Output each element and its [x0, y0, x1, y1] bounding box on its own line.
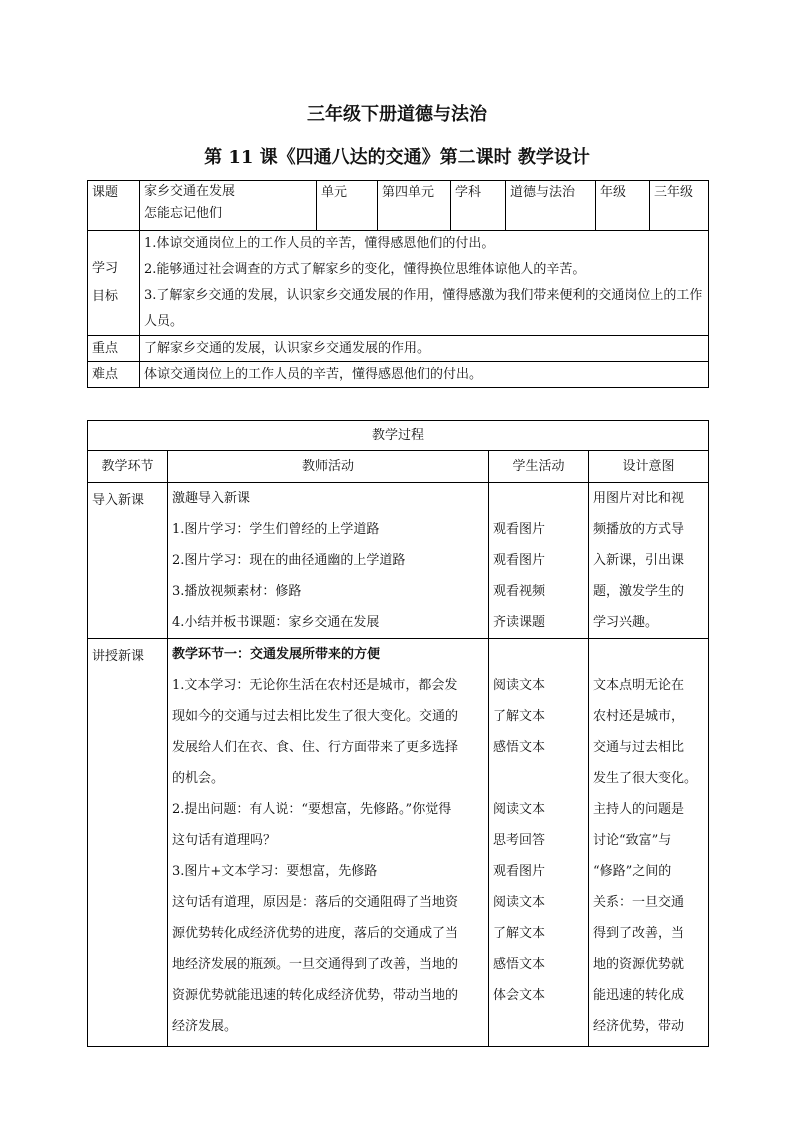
new-student-line [493, 639, 584, 670]
new-teacher-line: 源优势转化成经济优势的进度，落后的交通成了当 [172, 926, 459, 941]
new-intent-line [593, 639, 704, 670]
intro-design-intent [589, 483, 709, 639]
new-student-line: 阅读文本 [493, 802, 546, 817]
subject-value: 道德与法治 [506, 181, 596, 231]
intro-intent-line: 频播放的方式导 [593, 522, 685, 537]
new-teacher-line: 的机会。 [172, 771, 225, 786]
new-design-intent [589, 639, 709, 1047]
new-teacher-line: 现如今的交通与过去相比发生了很大变化。交通的 [172, 709, 459, 724]
goals-label-1: 学习 [92, 261, 119, 276]
new-teacher-line: 1.文本学习：无论你生活在农村还是城市，都会发 [172, 678, 458, 693]
new-student-line: 了解文本 [493, 709, 546, 724]
goals-label-2: 目标 [92, 289, 119, 304]
new-intent-line: “修路”之间的 [593, 864, 672, 879]
difficulty-label: 难点 [88, 362, 140, 388]
new-student-line: 感悟文本 [493, 957, 546, 972]
new-student-line: 思考回答 [493, 833, 546, 848]
goal-item-1: 1.体谅交通岗位上的工作人员的辛苦，懂得感恩他们的付出。 [144, 236, 495, 251]
unit-label: 单元 [317, 181, 378, 231]
col-header-intent: 设计意图 [589, 451, 709, 483]
intro-student-line: 观看图片 [493, 522, 546, 537]
intro-teacher-line: 4.小结并板书课题：家乡交通在发展 [172, 615, 380, 630]
grade-label: 年级 [596, 181, 650, 231]
col-header-stage: 教学环节 [88, 451, 168, 483]
topic-label: 课题 [88, 181, 140, 231]
new-intent-line: 讨论“致富”与 [593, 833, 672, 848]
topic-line-1: 家乡交通在发展 [144, 184, 236, 199]
goal-item-2: 2.能够通过社会调查的方式了解家乡的变化，懂得换位思维体谅他人的辛苦。 [144, 262, 586, 277]
intro-student-line: 观看图片 [493, 553, 546, 568]
new-student-line: 观看图片 [493, 864, 546, 879]
new-teacher-line: 资源优势就能迅速的转化成经济优势，带动当地的 [172, 988, 459, 1003]
document-subtitle: 第 11 课《四通八达的交通》第二课时 教学设计 [204, 147, 590, 168]
intro-teacher-line: 1.图片学习：学生们曾经的上学道路 [172, 522, 380, 537]
intro-student-line [493, 483, 584, 514]
topic-line-2: 怎能忘记他们 [144, 206, 223, 221]
intro-intent-line: 题，激发学生的 [593, 584, 685, 599]
new-student-line: 感悟文本 [493, 740, 546, 755]
intro-teacher-activity [168, 483, 489, 639]
new-intent-line: 经济优势，带动 [593, 1019, 685, 1034]
intro-stage: 导入新课 [88, 483, 168, 639]
intro-intent-line: 学习兴趣。 [593, 615, 659, 630]
grade-value: 三年级 [650, 181, 709, 231]
key-label: 重点 [88, 336, 140, 362]
new-teacher-line: 这句话有道理吗？ [172, 833, 277, 848]
intro-student-line: 齐读课题 [493, 615, 546, 630]
intro-student-activity [489, 483, 589, 639]
new-teacher-line: 这句话有道理，原因是：落后的交通阻碍了当地资 [172, 895, 459, 910]
new-teacher-line: 经济发展。 [172, 1019, 238, 1034]
document-title: 三年级下册道德与法治 [307, 104, 487, 125]
process-section-title: 教学过程 [88, 421, 709, 451]
new-intent-line: 农村还是城市， [593, 709, 685, 724]
intro-teacher-line: 激趣导入新课 [172, 491, 251, 506]
new-intent-line: 文本点明无论在 [593, 678, 685, 693]
new-intent-line: 得到了改善，当 [593, 926, 685, 941]
new-intent-line: 交通与过去相比 [593, 740, 685, 755]
new-teacher-line: 地经济发展的瓶颈。一旦交通得到了改善，当地的 [172, 957, 459, 972]
subject-label: 学科 [451, 181, 506, 231]
goal-item-3: 3.了解家乡交通的发展，认识家乡交通发展的作用，懂得感激为我们带来便利的交通岗位上的工作人员。 [144, 288, 703, 329]
new-stage: 讲授新课 [88, 639, 168, 1047]
col-header-student: 学生活动 [489, 451, 589, 483]
process-table [87, 420, 709, 1047]
key-value: 了解家乡交通的发展，认识家乡交通发展的作用。 [140, 336, 709, 362]
new-teacher-activity [168, 639, 489, 1047]
new-teacher-line: 发展给人们在衣、食、住、行方面带来了更多选择 [172, 740, 459, 755]
new-student-line [493, 763, 584, 794]
intro-intent-line: 用图片对比和视 [593, 491, 685, 506]
new-student-line [493, 1011, 584, 1042]
new-student-line: 体会文本 [493, 988, 546, 1003]
intro-intent-line: 入新课，引出课 [593, 553, 685, 568]
new-teacher-line: 3.图片+文本学习：要想富，先修路 [172, 864, 378, 879]
new-intent-line: 地的资源优势就 [593, 957, 685, 972]
new-intent-line: 能迅速的转化成 [593, 988, 685, 1003]
intro-student-line: 观看视频 [493, 584, 546, 599]
new-teacher-line: 教学环节一：交通发展所带来的方便 [172, 647, 381, 662]
intro-teacher-line: 3.播放视频素材：修路 [172, 584, 302, 599]
topic-value [140, 181, 317, 231]
new-intent-line: 主持人的问题是 [593, 802, 685, 817]
new-intent-line: 发生了很大变化。 [593, 771, 698, 786]
info-table [87, 180, 709, 388]
new-student-line: 了解文本 [493, 926, 546, 941]
unit-value: 第四单元 [378, 181, 451, 231]
col-header-teacher: 教师活动 [168, 451, 489, 483]
new-teacher-line: 2.提出问题：有人说：“要想富，先修路。”你觉得 [172, 802, 452, 817]
goals-label [88, 231, 140, 336]
goals-value [140, 231, 709, 336]
new-intent-line: 关系：一旦交通 [593, 895, 685, 910]
difficulty-value: 体谅交通岗位上的工作人员的辛苦，懂得感恩他们的付出。 [140, 362, 709, 388]
intro-teacher-line: 2.图片学习：现在的曲径通幽的上学道路 [172, 553, 406, 568]
new-student-line: 阅读文本 [493, 895, 546, 910]
new-student-line: 阅读文本 [493, 678, 546, 693]
new-student-activity [489, 639, 589, 1047]
